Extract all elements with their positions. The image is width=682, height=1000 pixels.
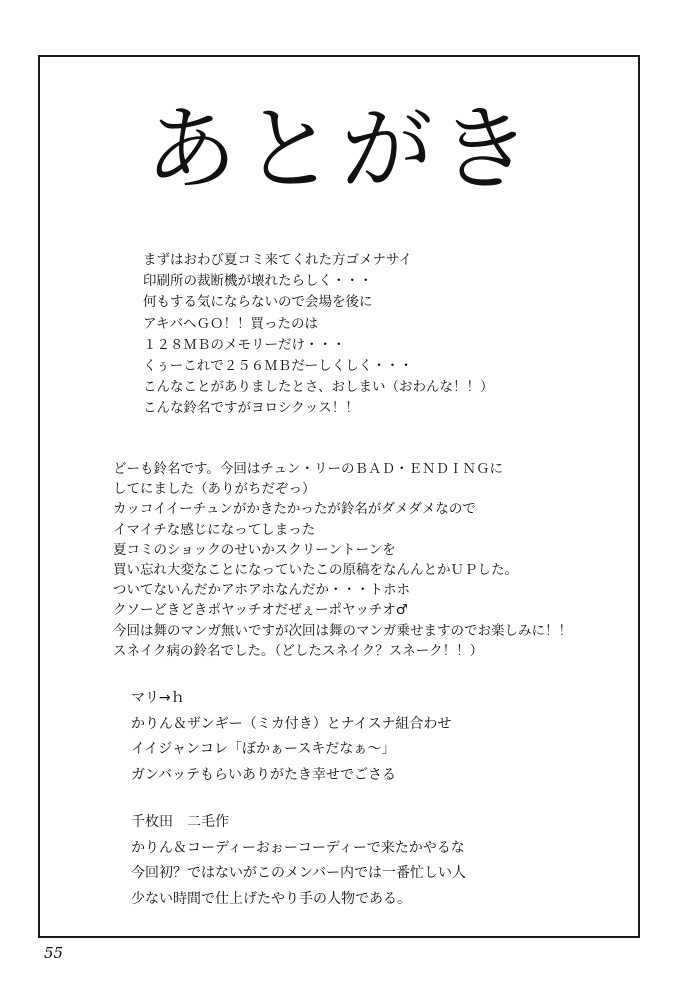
afterword-section-2 [113,459,572,661]
afterword-section-3 [131,686,451,788]
text-line: 何もする気にならないので会場を後に [143,294,373,311]
text-line: クソーどきどきポヤッチオだぜぇーポヤッチオ♂ [113,602,408,619]
text-line: かりん＆コーディーおぉーコーディーで来たかやるな [131,839,465,856]
text-line: 今回初？ではないがこのメンバー内では一番忙しい人 [131,865,467,881]
text-line: イマイチな感じになってしまった [113,521,316,538]
text-line: １２８ＭＢのメモリーだけ・・・ [143,336,346,353]
text-line: カッコイイーチュンがかきたかったが鈴名がダメダメなので [113,501,476,518]
text-line: まずはおわび夏コミ来てくれた方ゴメナサイ [143,252,413,268]
text-line: かりん＆ザンギー（ミカ付き）とナイスナ組合わせ [131,715,452,732]
text-line: スネイク病の鈴名でした。（どしたスネイク？スネーク！！） [113,642,484,659]
text-line: 少ない時間で仕上げたやり手の人物である。 [131,890,411,907]
text-line: 印刷所の裁断機が壊れたらしく・・・ [143,273,373,290]
text-line: イイジャンコレ「ぼかぁースキだなぁ～」 [131,741,396,757]
text-line: どーも鈴名です。今回はチュン・リーのＢＡＤ・ＥＮＤＩＮＧに [113,461,504,477]
text-line: 今回は舞のマンガ無いですが次回は舞のマンガ乗せますのでお楽しみに！！ [113,622,572,639]
text-line: 夏コミのショックのせいかスクリーントーンを [113,541,396,558]
text-line: こんなことがありましたとさ、おしまい（おわんな！！） [143,379,494,396]
author-name: マリ→ｈ [131,690,185,706]
text-line: くぅーこれで２５６ＭＢだーしくしく・・・ [143,358,413,375]
text-line: してにました（ありがちだぞっ） [113,481,316,498]
author-name: 千枚田 二毛作 [131,814,229,830]
text-line: アキバへＧＯ！！買ったのは [143,315,318,332]
text-line: ついてないんだかアホアホなんだか・・・トホホ [113,582,410,599]
afterword-section-1 [143,250,493,420]
text-line: こんな鈴名ですがヨロシクッス！！ [143,400,359,417]
page-number: 55 [44,944,64,962]
afterword-section-4 [131,810,466,912]
text-line: ガンバッテもらいありがたき幸せでごさる [131,766,397,783]
text-line: 買い忘れ大変なことになっていたこの原稿をなんんとかＵＰした。 [113,562,518,579]
page-title: あとがき [144,96,537,203]
